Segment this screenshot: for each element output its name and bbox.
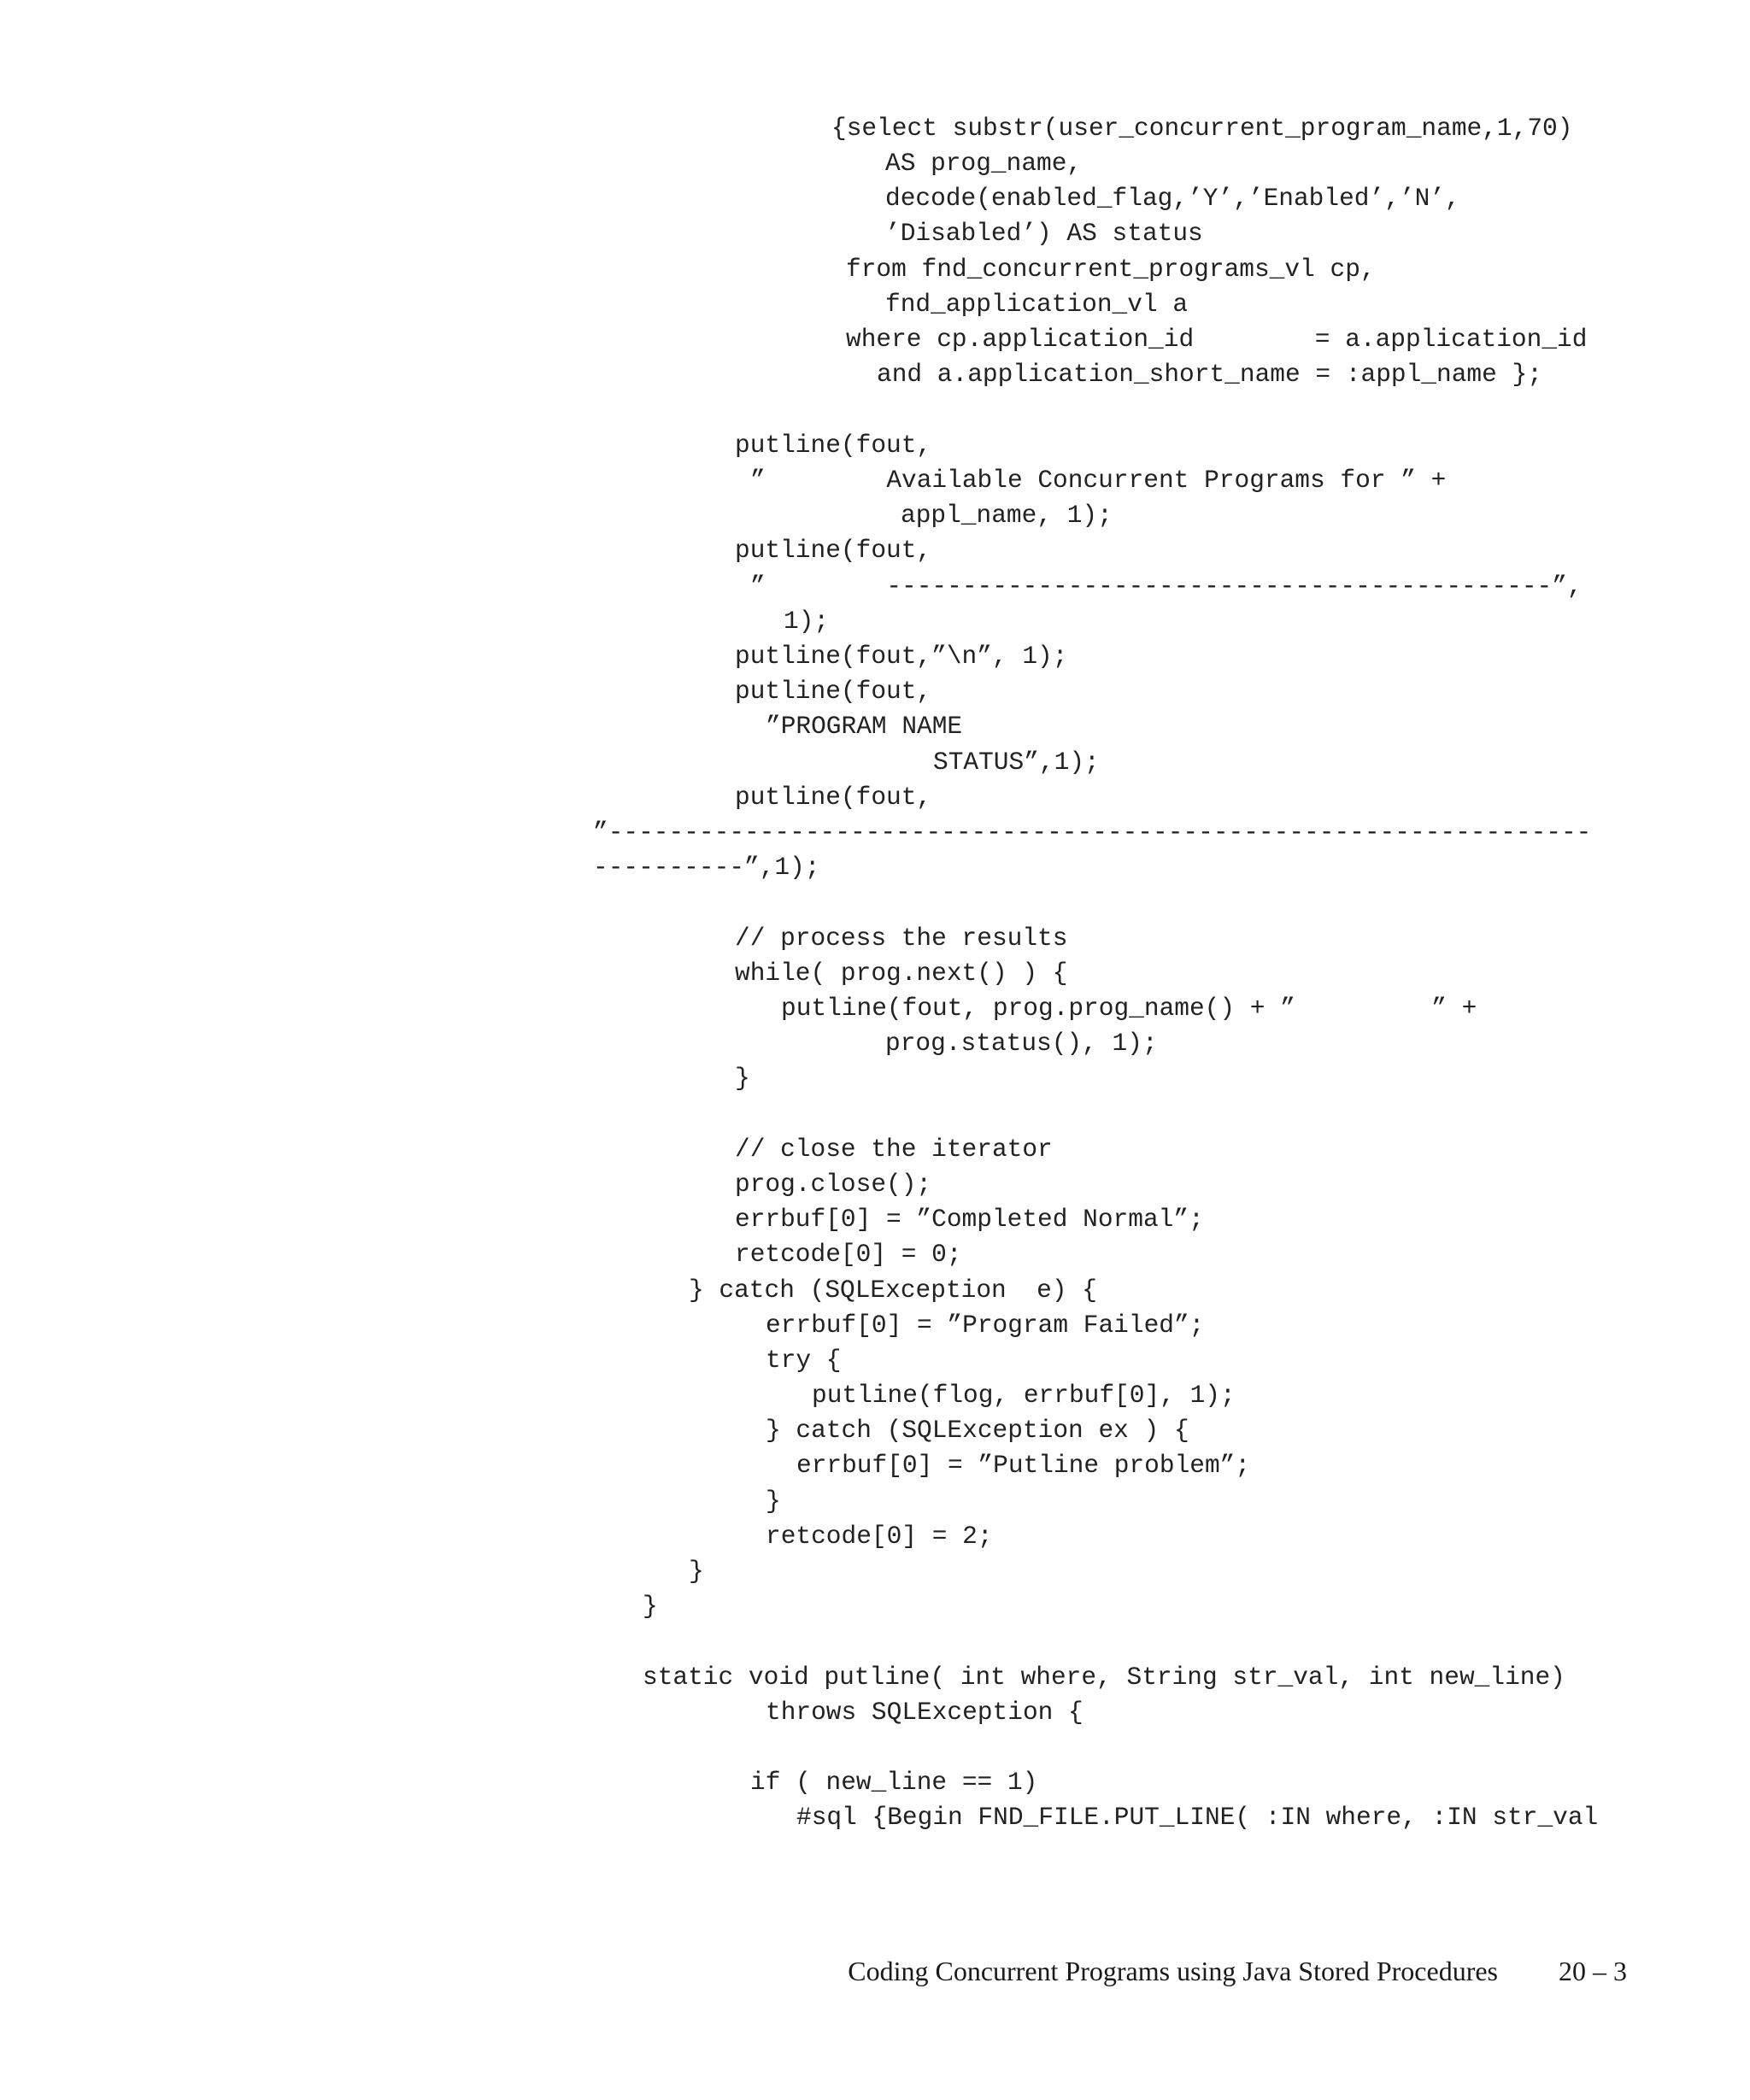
code-line: putline(fout, [735,536,932,565]
code-line: prog.status(), 1); [885,1029,1158,1058]
code-line: throws SQLException { [766,1698,1083,1727]
code-line: // close the iterator [735,1135,1053,1164]
code-line: putline(fout, prog.prog_name() + ” ” + [781,994,1477,1023]
code-line: ----------”,1); [593,853,820,882]
running-footer-title: Coding Concurrent Programs using Java Stored Procedures [848,1956,1498,1986]
code-line: {select substr(user_concurrent_program_name,1,70) [831,114,1573,143]
code-line: ” --------------------------------------------”, [750,572,1583,601]
code-line: try { [766,1346,842,1375]
code-line: } catch (SQLException ex ) { [766,1416,1189,1445]
code-line: errbuf[0] = ”Putline problem”; [796,1451,1251,1480]
code-line: if ( new_line == 1) [750,1768,1038,1797]
code-line: AS prog_name, [885,149,1083,178]
code-line: // process the results [735,924,1068,953]
code-line: where cp.application_id = a.application_id [846,325,1588,354]
code-line: putline(fout,”\n”, 1); [735,642,1068,671]
code-line: decode(enabled_flag,’Y’,’Enabled’,’N’, [885,184,1460,213]
code-line: while( prog.next() ) { [735,959,1068,988]
code-line: ”----------------------------------------------------------------- [593,818,1592,847]
code-line: } catch (SQLException e) { [689,1276,1097,1305]
page-footer [0,1952,1750,1995]
code-line: } [735,1064,750,1093]
code-line: retcode[0] = 2; [766,1522,993,1551]
code-line: putline(fout, [735,431,932,460]
code-line: ”PROGRAM NAME [766,712,963,741]
code-line: putline(fout, [735,783,932,812]
code-line: fnd_application_vl a [885,290,1189,319]
code-line: ’Disabled’) AS status [885,219,1203,248]
code-line: putline(flog, errbuf[0], 1); [812,1381,1236,1410]
code-line: } [643,1592,658,1621]
code-line: #sql {Begin FND_FILE.PUT_LINE( :IN where, :IN str_val [796,1803,1599,1832]
code-line: retcode[0] = 0; [735,1240,962,1269]
code-line: and a.application_short_name = :appl_name }; [877,360,1542,389]
code-line: 1); [784,607,830,636]
code-line: } [766,1487,781,1516]
code-line: errbuf[0] = ”Program Failed”; [766,1311,1205,1340]
code-line: appl_name, 1); [901,501,1113,530]
code-line: } [689,1557,704,1586]
code-line: from fnd_concurrent_programs_vl cp, [846,255,1376,284]
code-line: STATUS”,1); [933,748,1100,777]
code-line: errbuf[0] = ”Completed Normal”; [735,1205,1204,1234]
code-line: static void putline( int where, String str_val, int new_line) [643,1663,1565,1692]
page-number: 20 – 3 [1559,1956,1627,1986]
code-line: prog.close(); [735,1170,932,1199]
code-line: putline(fout, [735,677,932,706]
code-line: ” Available Concurrent Programs for ” + [750,466,1447,495]
